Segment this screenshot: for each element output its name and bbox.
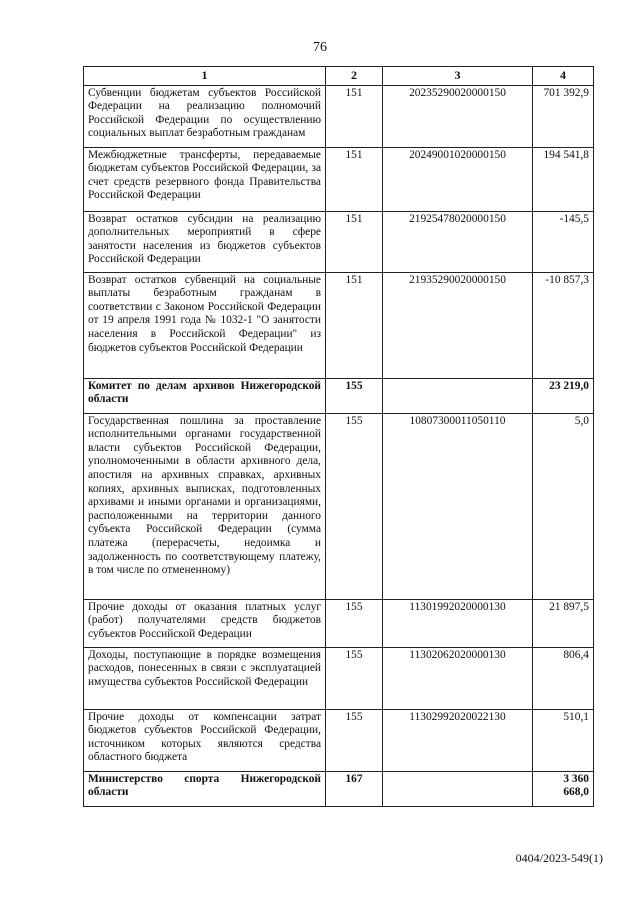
amount: 21 897,5 [533,599,594,647]
table-row [84,147,594,211]
budget-classification-code: 21925478020000150 [383,211,533,272]
income-name: Межбюджетные трансферты, передаваемые бюджетам субъектов Российской Федерации, за счет средств резервного фонда Правительства Российской Федерации [84,147,326,211]
amount: 806,4 [533,647,594,709]
income-name: Возврат остатков субвенций на социальные выплаты безработным гражданам в соответствии с Законом Российской Федерации от 19 апреля 1991 года № 1032-1 "О занятости населения в Российской Федерации" из бюджетов субъектов Российской Федерации [84,272,326,378]
table-row [84,599,594,647]
income-name: Субвенции бюджетам субъектов Российской Федерации на реализацию полномочий Российской Федерации по осуществлению социальных выплат безработным гражданам [84,85,326,147]
table-row [84,709,594,771]
income-name: Доходы, поступающие в порядке возмещения расходов, понесенных в связи с эксплуатацией имущества субъектов Российской Федерации [84,647,326,709]
budget-classification-code: 11302992020022130 [383,709,533,771]
budget-classification-code [383,378,533,413]
income-name: Возврат остатков субсидии на реализацию дополнительных мероприятий в сфере занятости населения из бюджетов субъектов Российской Федерации [84,211,326,272]
amount: 701 392,9 [533,85,594,147]
budget-classification-code: 11302062020000130 [383,647,533,709]
section-name: Министерство спорта Нижегородской области [84,771,326,806]
amount: -145,5 [533,211,594,272]
admin-code: 151 [326,147,383,211]
admin-code: 155 [326,709,383,771]
income-name: Государственная пошлина за проставление исполнительными органами государственной власти субъектов Российской Федерации, уполномоченными в области архивного дела, апостиля на архивных справках, архивных копиях, архивных выписках, подготовленных архивами и иными органами и организациями, расположенными на территории данного субъекта Российской Федерации (сумма платежа (перерасчеты, недоимка и задолженность по соответствующему платежу, в том числе по отмененному) [84,413,326,599]
budget-classification-code: 20235290020000150 [383,85,533,147]
admin-code: 151 [326,272,383,378]
header-col-2: 2 [326,67,383,86]
table-row-section [84,771,594,806]
admin-code: 155 [326,599,383,647]
amount: 5,0 [533,413,594,599]
table-row [84,413,594,599]
amount: -10 857,3 [533,272,594,378]
table-row-section [84,378,594,413]
income-name: Прочие доходы от оказания платных услуг (работ) получателями средств бюджетов субъектов Российской Федерации [84,599,326,647]
budget-classification-code: 11301992020000130 [383,599,533,647]
table-row [84,647,594,709]
admin-code: 155 [326,378,383,413]
page-number: 76 [313,40,327,55]
admin-code: 151 [326,211,383,272]
budget-classification-code: 21935290020000150 [383,272,533,378]
table-row [84,211,594,272]
section-name: Комитет по делам архивов Нижегородской области [84,378,326,413]
budget-table [83,66,594,807]
amount: 194 541,8 [533,147,594,211]
document-code: 0404/2023-549(1) [515,851,603,865]
header-col-3: 3 [383,67,533,86]
admin-code: 167 [326,771,383,806]
header-col-4: 4 [533,67,594,86]
amount: 510,1 [533,709,594,771]
amount: 3 360 668,0 [533,771,594,806]
admin-code: 151 [326,85,383,147]
budget-classification-code: 10807300011050110 [383,413,533,599]
amount: 23 219,0 [533,378,594,413]
budget-classification-code [383,771,533,806]
admin-code: 155 [326,413,383,599]
admin-code: 155 [326,647,383,709]
table-row [84,85,594,147]
income-name: Прочие доходы от компенсации затрат бюджетов субъектов Российской Федерации, источником которых являются средства областного бюджета [84,709,326,771]
budget-classification-code: 20249001020000150 [383,147,533,211]
table-row [84,272,594,378]
header-row [84,67,594,86]
table-body [84,85,594,806]
header-col-1: 1 [84,67,326,86]
